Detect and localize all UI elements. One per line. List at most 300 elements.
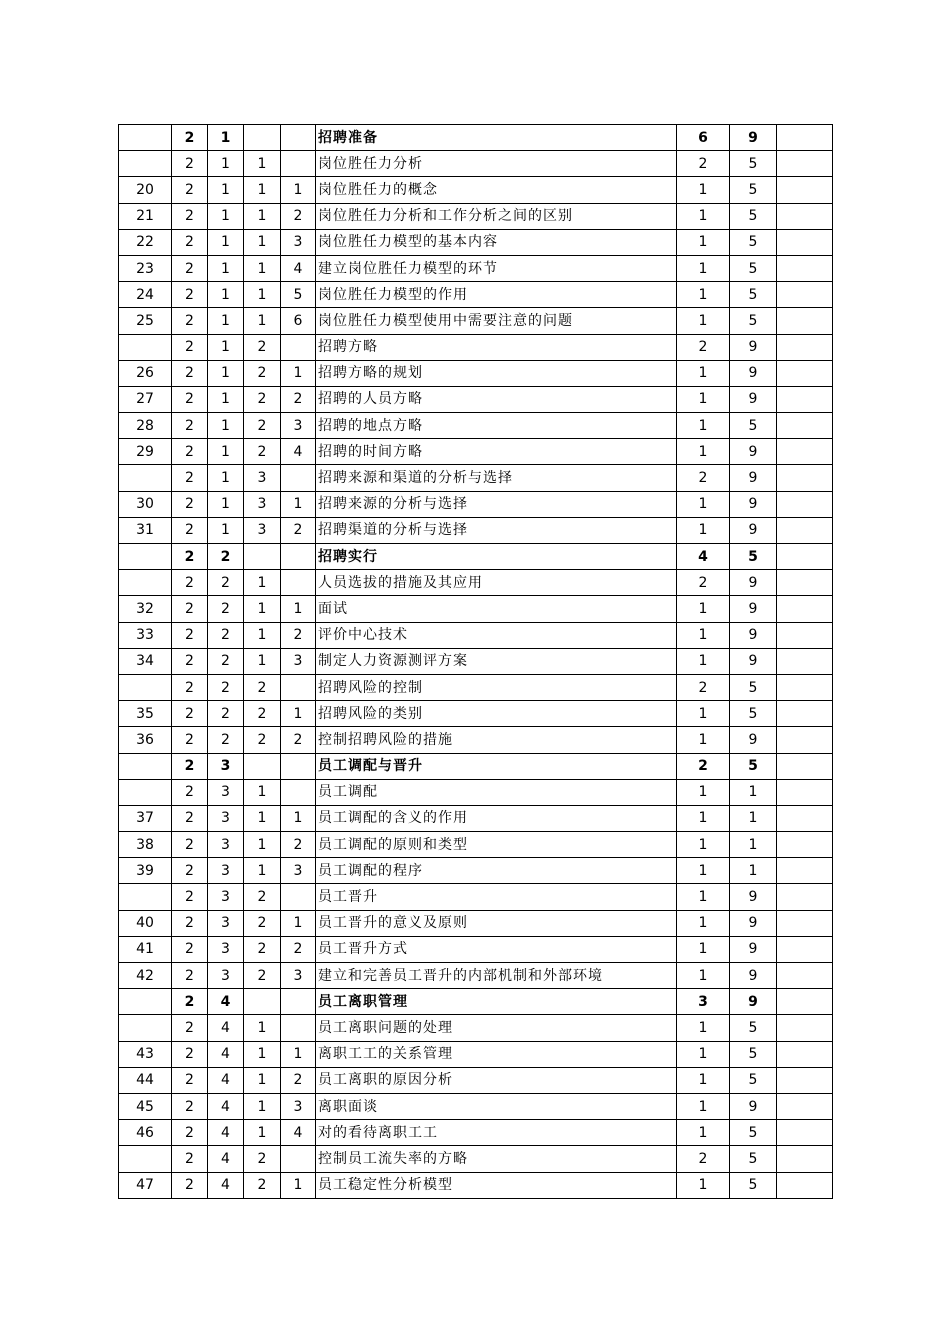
cell-level-4: 1 [281, 360, 316, 386]
table-row [119, 255, 833, 281]
cell-level-3: 2 [244, 386, 281, 412]
cell-score-1: 1 [677, 308, 730, 334]
table-row [119, 832, 833, 858]
cell-level-3: 2 [244, 884, 281, 910]
cell-score-1: 3 [677, 989, 730, 1015]
cell-item-number: 31 [119, 517, 172, 543]
cell-score-2: 1 [730, 779, 777, 805]
cell-level-1: 2 [172, 701, 208, 727]
cell-level-2: 1 [208, 255, 244, 281]
cell-item-number: 39 [119, 858, 172, 884]
table-row [119, 701, 833, 727]
cell-note [777, 674, 833, 700]
cell-note [777, 910, 833, 936]
cell-level-4: 1 [281, 1172, 316, 1198]
table-row [119, 308, 833, 334]
cell-level-1: 2 [172, 622, 208, 648]
cell-level-2: 1 [208, 308, 244, 334]
cell-level-2: 1 [208, 465, 244, 491]
cell-score-1: 1 [677, 491, 730, 517]
cell-note [777, 936, 833, 962]
cell-item-number [119, 334, 172, 360]
cell-item-number: 45 [119, 1093, 172, 1119]
table-row [119, 491, 833, 517]
cell-item-number: 22 [119, 229, 172, 255]
cell-level-4: 2 [281, 386, 316, 412]
cell-level-1: 2 [172, 203, 208, 229]
cell-item-number: 41 [119, 936, 172, 962]
cell-note [777, 753, 833, 779]
cell-level-4 [281, 125, 316, 151]
cell-item-number [119, 1146, 172, 1172]
cell-note [777, 413, 833, 439]
cell-level-2: 4 [208, 1120, 244, 1146]
table-row [119, 884, 833, 910]
cell-level-3: 1 [244, 1041, 281, 1067]
cell-level-2: 4 [208, 1172, 244, 1198]
cell-level-4 [281, 570, 316, 596]
cell-score-2: 9 [730, 491, 777, 517]
cell-note [777, 517, 833, 543]
table-row [119, 282, 833, 308]
cell-level-3 [244, 989, 281, 1015]
cell-title: 招聘准备 [316, 125, 677, 151]
cell-level-1: 2 [172, 858, 208, 884]
cell-note [777, 229, 833, 255]
cell-level-2: 1 [208, 229, 244, 255]
cell-level-1: 2 [172, 648, 208, 674]
cell-item-number [119, 884, 172, 910]
cell-item-number: 40 [119, 910, 172, 936]
cell-level-1: 2 [172, 832, 208, 858]
cell-score-1: 2 [677, 334, 730, 360]
cell-score-2: 9 [730, 1093, 777, 1119]
cell-score-1: 1 [677, 386, 730, 412]
cell-level-4: 6 [281, 308, 316, 334]
cell-score-1: 1 [677, 255, 730, 281]
cell-title: 招聘方略 [316, 334, 677, 360]
cell-note [777, 1015, 833, 1041]
cell-note [777, 570, 833, 596]
cell-title: 岗位胜任力模型的作用 [316, 282, 677, 308]
cell-note [777, 989, 833, 1015]
table-row [119, 910, 833, 936]
cell-score-2: 5 [730, 308, 777, 334]
table-row [119, 177, 833, 203]
cell-score-2: 9 [730, 334, 777, 360]
cell-note [777, 832, 833, 858]
cell-score-2: 5 [730, 1067, 777, 1093]
cell-level-4: 1 [281, 177, 316, 203]
cell-level-4 [281, 1015, 316, 1041]
cell-item-number: 33 [119, 622, 172, 648]
cell-level-2: 1 [208, 125, 244, 151]
cell-item-number: 29 [119, 439, 172, 465]
cell-level-1: 2 [172, 1041, 208, 1067]
table-row [119, 1172, 833, 1198]
cell-note [777, 439, 833, 465]
cell-level-4 [281, 779, 316, 805]
cell-score-2: 5 [730, 229, 777, 255]
cell-item-number: 44 [119, 1067, 172, 1093]
table-row [119, 1015, 833, 1041]
cell-note [777, 858, 833, 884]
cell-score-1: 1 [677, 1120, 730, 1146]
cell-score-1: 4 [677, 544, 730, 570]
cell-level-3: 2 [244, 413, 281, 439]
cell-level-3: 2 [244, 1146, 281, 1172]
cell-level-2: 3 [208, 832, 244, 858]
table-row [119, 674, 833, 700]
table-row [119, 413, 833, 439]
cell-level-3: 3 [244, 517, 281, 543]
cell-level-2: 1 [208, 151, 244, 177]
cell-level-4 [281, 1146, 316, 1172]
cell-title: 岗位胜任力模型的基本内容 [316, 229, 677, 255]
cell-level-2: 1 [208, 334, 244, 360]
cell-score-1: 1 [677, 203, 730, 229]
cell-note [777, 177, 833, 203]
cell-score-1: 1 [677, 596, 730, 622]
cell-score-2: 9 [730, 648, 777, 674]
cell-level-2: 1 [208, 386, 244, 412]
cell-level-3: 1 [244, 308, 281, 334]
cell-level-4: 2 [281, 203, 316, 229]
cell-note [777, 779, 833, 805]
cell-level-2: 2 [208, 622, 244, 648]
cell-title: 人员选拔的措施及其应用 [316, 570, 677, 596]
cell-title: 面试 [316, 596, 677, 622]
cell-level-2: 2 [208, 701, 244, 727]
cell-level-2: 3 [208, 779, 244, 805]
cell-level-2: 4 [208, 1067, 244, 1093]
table-row [119, 151, 833, 177]
cell-note [777, 125, 833, 151]
cell-score-1: 1 [677, 858, 730, 884]
cell-level-3: 3 [244, 465, 281, 491]
cell-level-1: 2 [172, 334, 208, 360]
cell-level-4: 1 [281, 596, 316, 622]
cell-level-3: 3 [244, 491, 281, 517]
cell-title: 离职面谈 [316, 1093, 677, 1119]
cell-item-number: 20 [119, 177, 172, 203]
cell-title: 评价中心技术 [316, 622, 677, 648]
cell-level-3: 2 [244, 936, 281, 962]
cell-title: 员工离职管理 [316, 989, 677, 1015]
table-row [119, 622, 833, 648]
cell-score-1: 1 [677, 413, 730, 439]
cell-level-4 [281, 753, 316, 779]
cell-level-1: 2 [172, 544, 208, 570]
cell-note [777, 622, 833, 648]
cell-title: 招聘的人员方略 [316, 386, 677, 412]
cell-level-3: 2 [244, 963, 281, 989]
cell-level-4: 4 [281, 1120, 316, 1146]
cell-level-4 [281, 544, 316, 570]
cell-level-2: 4 [208, 1041, 244, 1067]
cell-level-3: 1 [244, 177, 281, 203]
cell-level-3: 2 [244, 439, 281, 465]
cell-level-1: 2 [172, 570, 208, 596]
cell-level-3: 1 [244, 622, 281, 648]
cell-note [777, 648, 833, 674]
cell-score-2: 9 [730, 125, 777, 151]
cell-level-3: 2 [244, 360, 281, 386]
cell-level-2: 3 [208, 963, 244, 989]
cell-level-1: 2 [172, 1067, 208, 1093]
cell-level-2: 3 [208, 910, 244, 936]
cell-title: 员工晋升 [316, 884, 677, 910]
cell-score-2: 5 [730, 701, 777, 727]
cell-level-2: 1 [208, 177, 244, 203]
table-row [119, 596, 833, 622]
cell-level-1: 2 [172, 1172, 208, 1198]
cell-note [777, 386, 833, 412]
cell-level-2: 4 [208, 989, 244, 1015]
cell-level-4 [281, 884, 316, 910]
table-row [119, 570, 833, 596]
cell-level-4: 1 [281, 805, 316, 831]
cell-score-1: 1 [677, 517, 730, 543]
cell-level-4: 2 [281, 517, 316, 543]
cell-level-4: 3 [281, 413, 316, 439]
cell-title: 员工调配与晋升 [316, 753, 677, 779]
cell-level-3: 1 [244, 1120, 281, 1146]
cell-score-2: 9 [730, 622, 777, 648]
cell-score-2: 9 [730, 989, 777, 1015]
cell-level-3: 1 [244, 832, 281, 858]
cell-level-3: 2 [244, 701, 281, 727]
cell-item-number: 30 [119, 491, 172, 517]
cell-title: 对的看待离职工工 [316, 1120, 677, 1146]
cell-score-1: 1 [677, 884, 730, 910]
cell-item-number: 35 [119, 701, 172, 727]
cell-level-4: 2 [281, 936, 316, 962]
cell-note [777, 360, 833, 386]
cell-item-number: 36 [119, 727, 172, 753]
table-row [119, 936, 833, 962]
cell-score-1: 2 [677, 753, 730, 779]
cell-level-3: 1 [244, 229, 281, 255]
cell-level-3 [244, 125, 281, 151]
cell-title: 岗位胜任力的概念 [316, 177, 677, 203]
cell-note [777, 1067, 833, 1093]
cell-level-1: 2 [172, 517, 208, 543]
cell-title: 岗位胜任力模型使用中需要注意的问题 [316, 308, 677, 334]
cell-note [777, 491, 833, 517]
cell-item-number: 38 [119, 832, 172, 858]
cell-score-2: 9 [730, 936, 777, 962]
cell-score-1: 2 [677, 151, 730, 177]
cell-level-4: 3 [281, 858, 316, 884]
cell-level-2: 1 [208, 203, 244, 229]
cell-title: 控制员工流失率的方略 [316, 1146, 677, 1172]
cell-score-2: 9 [730, 439, 777, 465]
cell-score-1: 1 [677, 1067, 730, 1093]
cell-level-1: 2 [172, 386, 208, 412]
cell-note [777, 334, 833, 360]
cell-title: 招聘风险的类别 [316, 701, 677, 727]
syllabus-table [118, 124, 833, 1199]
cell-level-3 [244, 544, 281, 570]
cell-item-number: 43 [119, 1041, 172, 1067]
cell-level-3: 1 [244, 282, 281, 308]
cell-level-1: 2 [172, 491, 208, 517]
table-row [119, 544, 833, 570]
cell-level-3: 1 [244, 151, 281, 177]
cell-note [777, 1120, 833, 1146]
cell-level-4: 2 [281, 622, 316, 648]
cell-title: 制定人力资源测评方案 [316, 648, 677, 674]
cell-level-3: 2 [244, 674, 281, 700]
cell-note [777, 203, 833, 229]
cell-level-1: 2 [172, 753, 208, 779]
cell-score-1: 1 [677, 701, 730, 727]
cell-level-1: 2 [172, 125, 208, 151]
cell-score-2: 1 [730, 858, 777, 884]
cell-level-3: 1 [244, 805, 281, 831]
cell-title: 建立岗位胜任力模型的环节 [316, 255, 677, 281]
cell-title: 招聘实行 [316, 544, 677, 570]
cell-level-1: 2 [172, 910, 208, 936]
cell-item-number: 28 [119, 413, 172, 439]
cell-note [777, 465, 833, 491]
cell-level-2: 3 [208, 805, 244, 831]
cell-score-2: 9 [730, 360, 777, 386]
cell-title: 员工晋升方式 [316, 936, 677, 962]
cell-level-4: 1 [281, 491, 316, 517]
cell-score-1: 6 [677, 125, 730, 151]
table-row [119, 360, 833, 386]
cell-level-2: 3 [208, 884, 244, 910]
cell-level-2: 1 [208, 517, 244, 543]
cell-level-3: 1 [244, 779, 281, 805]
cell-title: 招聘的时间方略 [316, 439, 677, 465]
cell-score-2: 9 [730, 517, 777, 543]
cell-level-2: 3 [208, 936, 244, 962]
cell-level-4 [281, 334, 316, 360]
cell-level-2: 3 [208, 753, 244, 779]
cell-score-1: 1 [677, 1041, 730, 1067]
table-row [119, 753, 833, 779]
cell-score-2: 1 [730, 832, 777, 858]
cell-level-3: 1 [244, 203, 281, 229]
cell-level-1: 2 [172, 989, 208, 1015]
cell-level-2: 4 [208, 1015, 244, 1041]
cell-item-number [119, 544, 172, 570]
cell-level-4: 2 [281, 1067, 316, 1093]
cell-score-2: 5 [730, 1015, 777, 1041]
cell-item-number: 46 [119, 1120, 172, 1146]
cell-score-1: 1 [677, 439, 730, 465]
cell-title: 建立和完善员工晋升的内部机制和外部环境 [316, 963, 677, 989]
cell-level-2: 2 [208, 544, 244, 570]
cell-level-4: 4 [281, 439, 316, 465]
table-row [119, 1120, 833, 1146]
cell-item-number [119, 753, 172, 779]
cell-score-2: 5 [730, 674, 777, 700]
cell-item-number: 24 [119, 282, 172, 308]
cell-title: 员工离职问题的处理 [316, 1015, 677, 1041]
cell-score-2: 5 [730, 177, 777, 203]
cell-title: 员工晋升的意义及原则 [316, 910, 677, 936]
cell-score-2: 1 [730, 805, 777, 831]
cell-level-3: 1 [244, 1067, 281, 1093]
cell-score-1: 1 [677, 727, 730, 753]
cell-title: 离职工工的关系管理 [316, 1041, 677, 1067]
cell-score-2: 5 [730, 413, 777, 439]
table-row [119, 1093, 833, 1119]
cell-title: 员工调配的程序 [316, 858, 677, 884]
cell-level-4: 3 [281, 648, 316, 674]
cell-title: 招聘渠道的分析与选择 [316, 517, 677, 543]
table-row [119, 229, 833, 255]
cell-item-number: 26 [119, 360, 172, 386]
cell-score-2: 5 [730, 1172, 777, 1198]
cell-item-number: 27 [119, 386, 172, 412]
table-row [119, 779, 833, 805]
cell-level-4 [281, 465, 316, 491]
cell-level-4 [281, 989, 316, 1015]
cell-title: 员工离职的原因分析 [316, 1067, 677, 1093]
cell-item-number: 23 [119, 255, 172, 281]
cell-score-2: 5 [730, 544, 777, 570]
cell-score-1: 1 [677, 229, 730, 255]
cell-item-number: 34 [119, 648, 172, 674]
table-body [119, 125, 833, 1199]
cell-score-2: 5 [730, 151, 777, 177]
cell-level-3: 1 [244, 255, 281, 281]
cell-score-2: 5 [730, 1120, 777, 1146]
cell-note [777, 805, 833, 831]
cell-score-2: 5 [730, 1146, 777, 1172]
cell-item-number: 37 [119, 805, 172, 831]
cell-score-1: 1 [677, 1172, 730, 1198]
cell-score-2: 9 [730, 386, 777, 412]
cell-title: 招聘方略的规划 [316, 360, 677, 386]
table-row [119, 1067, 833, 1093]
cell-level-2: 2 [208, 727, 244, 753]
cell-title: 员工调配的原则和类型 [316, 832, 677, 858]
cell-level-3: 1 [244, 570, 281, 596]
cell-note [777, 282, 833, 308]
cell-item-number [119, 674, 172, 700]
table-row [119, 517, 833, 543]
cell-item-number [119, 570, 172, 596]
cell-score-1: 1 [677, 936, 730, 962]
table-row [119, 1146, 833, 1172]
cell-score-1: 1 [677, 282, 730, 308]
cell-item-number: 47 [119, 1172, 172, 1198]
cell-level-1: 2 [172, 151, 208, 177]
cell-score-1: 1 [677, 832, 730, 858]
cell-score-1: 1 [677, 1015, 730, 1041]
cell-note [777, 308, 833, 334]
cell-score-2: 5 [730, 1041, 777, 1067]
cell-level-2: 1 [208, 491, 244, 517]
cell-level-1: 2 [172, 1146, 208, 1172]
cell-level-1: 2 [172, 936, 208, 962]
table-row [119, 805, 833, 831]
cell-score-1: 1 [677, 1093, 730, 1119]
cell-level-4: 5 [281, 282, 316, 308]
table-row [119, 386, 833, 412]
cell-level-3: 1 [244, 1015, 281, 1041]
cell-title: 招聘风险的控制 [316, 674, 677, 700]
cell-score-2: 9 [730, 963, 777, 989]
cell-level-1: 2 [172, 805, 208, 831]
cell-level-1: 2 [172, 1093, 208, 1119]
